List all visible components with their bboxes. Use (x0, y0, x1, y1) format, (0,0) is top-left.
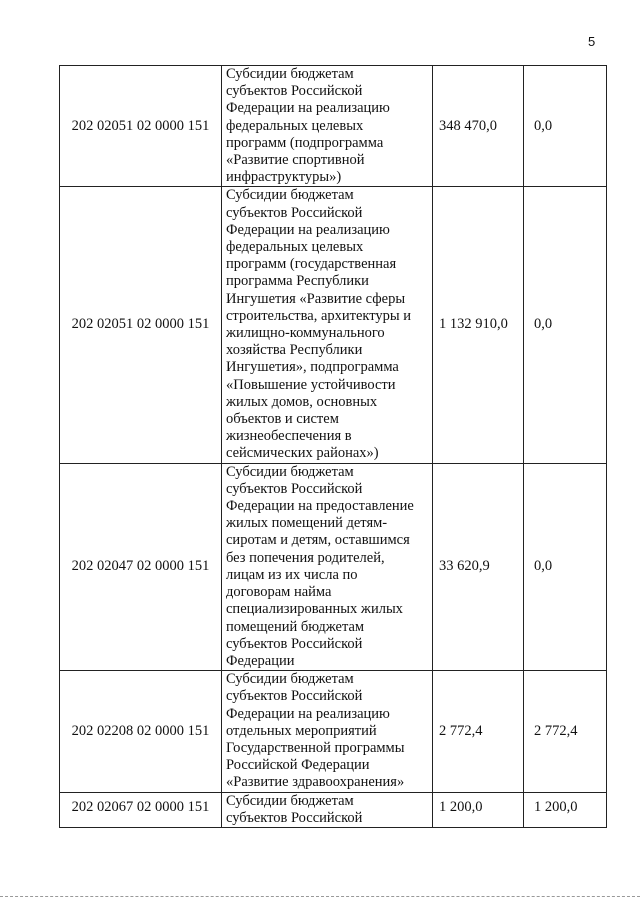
description-line: Федерации (226, 652, 295, 669)
description-line: Субсидии бюджетам (226, 66, 354, 82)
table-row (60, 187, 607, 463)
description-line: субъектов Российской (226, 204, 363, 221)
description-line: субъектов Российской (226, 688, 363, 705)
description-line: Ингушетия», подпрограмма (226, 359, 399, 376)
description-line: хозяйства Республики (226, 342, 363, 359)
table-row (60, 671, 607, 792)
description-line: федеральных целевых (226, 239, 364, 256)
budget-code-cell: 202 02208 02 0000 151 (60, 671, 222, 792)
budget-code-cell: 202 02051 02 0000 151 (60, 187, 222, 463)
amount-cell-1: 33 620,9 (433, 463, 524, 670)
description-line: программ (государственная (226, 256, 397, 273)
page-bottom-edge (0, 896, 640, 897)
amount-cell-2: 2 772,4 (524, 671, 607, 792)
description-line: специализированных жилых (226, 601, 403, 618)
description-line: программа Республики (226, 273, 369, 290)
budget-code-cell: 202 02047 02 0000 151 (60, 463, 222, 670)
description-line: помещений бюджетам (226, 618, 365, 635)
table-body (60, 66, 607, 828)
description-line: Федерации на реализацию (226, 100, 390, 117)
description-line: федеральных целевых (226, 117, 364, 134)
table-row (60, 463, 607, 670)
description-line: строительства, архитектуры и (226, 307, 412, 324)
description-cell (222, 66, 433, 187)
amount-cell-2: 1 200,0 (524, 792, 607, 827)
description-line: жилых домов, основных (226, 393, 378, 410)
description-cell (222, 792, 433, 827)
description-line: «Повышение устойчивости (226, 376, 396, 393)
budget-code-cell: 202 02051 02 0000 151 (60, 66, 222, 187)
description-line: субъектов Российской (226, 635, 363, 652)
subsidies-table (59, 65, 607, 828)
description-line: Федерации на реализацию (226, 221, 390, 238)
description-cell (222, 187, 433, 463)
description-line: отдельных мероприятий (226, 722, 377, 739)
description-line: объектов и систем (226, 411, 339, 428)
description-line: жилых помещений детям- (226, 515, 388, 532)
amount-cell-1: 1 200,0 (433, 792, 524, 827)
amount-cell-1: 2 772,4 (433, 671, 524, 792)
description-line: программ (подпрограмма (226, 134, 384, 151)
description-line: жилищно-коммунального (226, 325, 385, 342)
amount-cell-1: 348 470,0 (433, 66, 524, 187)
description-line: жизнеобеспечения в (226, 428, 352, 445)
budget-code-cell: 202 02067 02 0000 151 (60, 792, 222, 827)
description-line: Субсидии бюджетам (226, 671, 354, 688)
description-line: сейсмических районах») (226, 445, 379, 462)
description-line: Федерации на предоставление (226, 498, 414, 515)
table-row (60, 792, 607, 827)
description-line: субъектов Российской (226, 83, 363, 100)
description-line: Субсидии бюджетам (226, 463, 354, 480)
amount-cell-1: 1 132 910,0 (433, 187, 524, 463)
description-line: без попечения родителей, (226, 549, 385, 566)
description-line: сиротам и детям, оставшимся (226, 532, 410, 549)
description-cell (222, 463, 433, 670)
amount-cell-2: 0,0 (524, 66, 607, 187)
description-cell (222, 671, 433, 792)
amount-cell-2: 0,0 (524, 463, 607, 670)
description-line: «Развитие спортивной (226, 152, 365, 169)
table-row (60, 66, 607, 187)
description-line: договорам найма (226, 584, 332, 601)
description-line: Субсидии бюджетам (226, 187, 354, 204)
amount-cell-2: 0,0 (524, 187, 607, 463)
description-line: субъектов Российской (226, 480, 363, 497)
description-line: «Развитие здравоохранения» (226, 774, 405, 791)
description-line: инфраструктуры») (226, 169, 342, 186)
description-line: Федерации на реализацию (226, 705, 390, 722)
description-line: субъектов Российской (226, 809, 363, 826)
description-line: Российской Федерации (226, 757, 370, 774)
description-line: лицам из их числа по (226, 566, 358, 583)
page-number: 5 (588, 34, 596, 49)
description-line: Субсидии бюджетам (226, 792, 354, 809)
description-line: Ингушетия «Развитие сферы (226, 290, 406, 307)
description-line: Государственной программы (226, 739, 405, 756)
